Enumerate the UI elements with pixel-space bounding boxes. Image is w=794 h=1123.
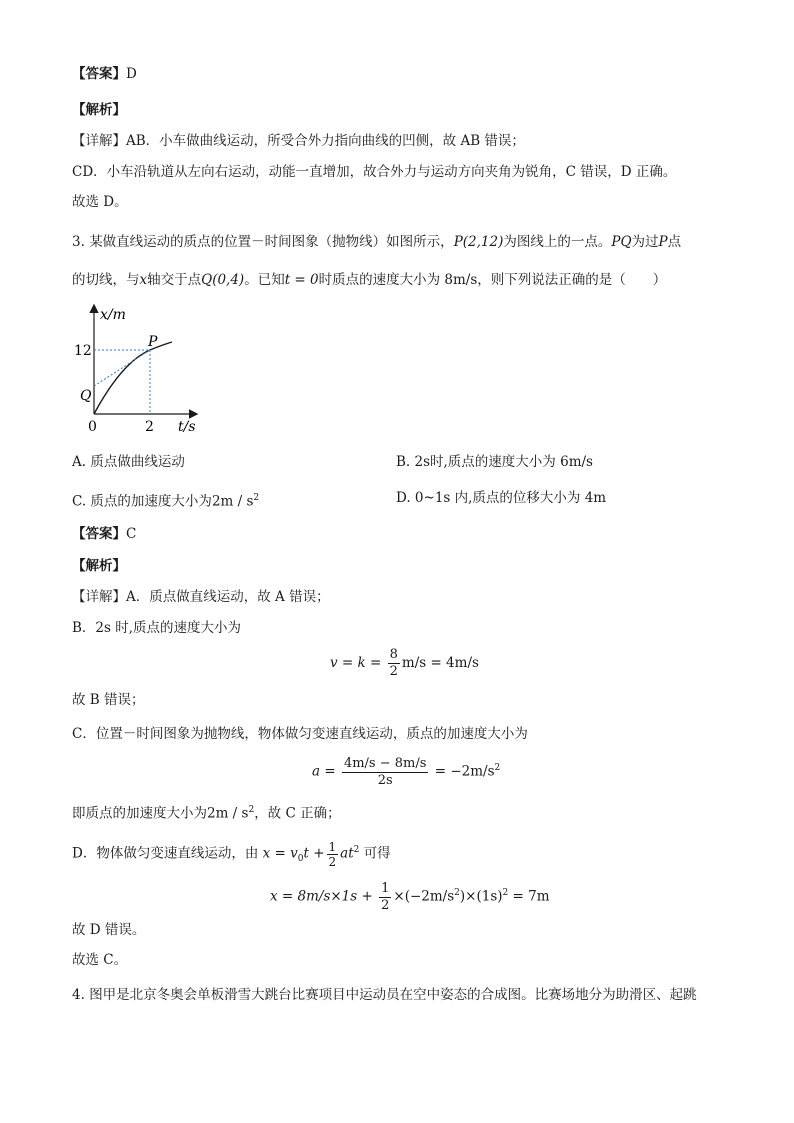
q2-detail-cd: CD．小车沿轨道从左向右运动，动能一直增加，故合外力与运动方向夹角为锐角，C 错误，D 正确。 — [72, 164, 677, 180]
q3-detail-c-end — [72, 800, 341, 824]
eq-d-formula-exp: 2 — [353, 845, 360, 855]
eq-x-mid2: )×(1s) — [459, 888, 503, 905]
q3-analysis-line — [72, 556, 126, 576]
answer-tag: 【答案】 — [72, 526, 126, 542]
origin-label: 0 — [88, 419, 97, 435]
position-time-graph — [72, 300, 212, 440]
x-axis-label: t/s — [178, 419, 196, 435]
p-letter: P — [658, 234, 668, 250]
eq-d-formula-c: at — [340, 845, 354, 862]
eq-a-fraction — [342, 756, 428, 789]
q3-stem-line2 — [72, 270, 666, 290]
eq-a-left: a = — [312, 763, 336, 780]
tangent-pq — [94, 350, 150, 386]
q3-detail-d-end: 故 D 错误。 — [72, 922, 146, 938]
eq-v-right: m/s = 4m/s — [401, 655, 479, 671]
eq-x-left: x = 8m/s×1s + — [270, 888, 373, 905]
q-point-label: Q — [80, 388, 92, 404]
option-c-prefix: C. 质点的加速度大小为 — [72, 493, 212, 510]
detail-tag: 【详解】 — [72, 133, 126, 149]
eq-d-formula-sub: 0 — [297, 854, 304, 865]
stem-part-d: 点 — [667, 234, 682, 250]
detail-d-b: 可得 — [363, 845, 391, 862]
analysis-tag: 解析 — [85, 558, 113, 574]
q3-detail-d — [72, 832, 391, 877]
point-q: Q(0,4) — [201, 272, 245, 288]
detail-a-text: A．质点做直线运动，故 A 错误； — [126, 589, 330, 605]
q2-analysis-line — [72, 100, 126, 120]
answer-value: C — [126, 526, 137, 542]
q2-detail-ab — [72, 131, 525, 151]
y-axis-label: x/m — [100, 307, 126, 323]
q4-stem — [72, 985, 697, 1005]
q3-detail-b: B．2s 时,质点的速度大小为 — [72, 620, 242, 636]
q2-conclusion: 故选 D。 — [72, 194, 128, 210]
option-c — [72, 488, 259, 512]
eq-x-mid: ×(−2m/s — [393, 888, 455, 905]
eq-a-num: 4m/s − 8m/s — [343, 755, 427, 771]
detail-ab-text: AB．小车做曲线运动，所受合外力指向曲线的凹侧，故 AB 错误； — [126, 133, 525, 149]
option-d: D. 0~1s 内,质点的位移大小为 4m — [396, 490, 607, 506]
stem-part-c: 为过 — [631, 234, 659, 250]
equation-velocity — [330, 645, 479, 681]
analysis-tag-close: 】 — [112, 558, 126, 574]
point-p: P(2,12) — [453, 234, 504, 250]
analysis-tag-close: 】 — [112, 102, 126, 118]
answer-tag: 【答案】 — [72, 66, 126, 82]
x-tick-2: 2 — [145, 419, 154, 435]
stem-part-b: 为图线上的一点。 — [503, 234, 612, 250]
answer-value: D — [126, 66, 137, 82]
stem-part-a: 某做直线运动的质点的位置－时间图象（抛物线）如图所示， — [89, 234, 454, 250]
eq-d-formula-b: t + — [303, 845, 325, 862]
q3-stem-line1 — [72, 232, 681, 252]
x-letter: x — [139, 272, 148, 288]
detail-c-end-a: 即质点的加速度大小为 — [72, 805, 207, 822]
option-b: B. 2s时,质点的速度大小为 6m/s — [396, 454, 593, 470]
y-tick-12: 12 — [74, 343, 92, 359]
eq-a-den: 2s — [377, 772, 393, 788]
t-equals-zero: t = 0 — [284, 272, 319, 288]
q3-detail-a — [72, 587, 330, 607]
q4-stem-text: 图甲是北京冬奥会单板滑雪大跳台比赛项目中运动员在空中姿态的合成图。比赛场地分为助滑区、起跳 — [89, 987, 697, 1003]
stem-part-f: 轴交于点 — [147, 272, 202, 288]
eq-a-right: = −2m/s — [434, 763, 495, 780]
eq-v-num: 8 — [389, 647, 398, 662]
q3-answer-line — [72, 524, 136, 544]
equation-displacement — [270, 875, 550, 915]
detail-c-end-b: ，故 C 正确； — [254, 805, 341, 822]
eq-x-den: 2 — [381, 897, 390, 913]
analysis-tag-open: 【 — [72, 558, 86, 574]
stem-part-g: 。已知 — [244, 272, 285, 288]
equation-acceleration — [312, 750, 500, 790]
analysis-tag: 解析 — [85, 102, 113, 118]
option-c-value: 2m / s — [211, 493, 254, 510]
analysis-tag-open: 【 — [72, 102, 86, 118]
eq-x-exp1: 2 — [454, 888, 460, 898]
pq-segment: PQ — [611, 234, 632, 250]
q3-detail-c: C．位置－时间图象为抛物线，物体做匀变速直线运动，质点的加速度大小为 — [72, 726, 528, 742]
stem-part-h: 时质点的速度大小为 8m/s，则下列说法正确的是（ ） — [318, 272, 667, 288]
eq-d-fraction — [327, 840, 339, 869]
option-a: A. 质点做曲线运动 — [72, 454, 185, 470]
eq-x-right: = 7m — [508, 888, 550, 905]
eq-x-exp2: 2 — [502, 888, 509, 898]
q3-conclusion: 故选 C。 — [72, 952, 128, 968]
eq-d-formula-a: x = v — [262, 845, 298, 862]
detail-d-a: D．物体做匀变速直线运动，由 — [72, 845, 259, 862]
question-number: 4. — [72, 987, 85, 1003]
option-c-exp: 2 — [253, 493, 260, 503]
q3-detail-b-end: 故 B 错误； — [72, 692, 145, 708]
stem-part-e: 的切线，与 — [72, 272, 140, 288]
eq-a-exp: 2 — [494, 763, 501, 773]
detail-tag: 【详解】 — [72, 589, 126, 605]
detail-c-exp: 2 — [248, 805, 255, 815]
eq-d-num: 1 — [328, 839, 337, 854]
eq-v-fraction — [388, 647, 400, 680]
eq-x-fraction — [379, 881, 391, 914]
eq-v-left: v = k = — [330, 655, 382, 671]
parabola-curve — [94, 342, 172, 414]
q2-answer-line — [72, 64, 137, 84]
eq-d-den: 2 — [328, 854, 337, 869]
detail-c-val: 2m / s — [207, 805, 249, 822]
p-point-label: P — [148, 334, 158, 350]
eq-x-num: 1 — [381, 880, 390, 896]
eq-v-den: 2 — [389, 664, 398, 679]
question-number: 3. — [72, 234, 85, 250]
